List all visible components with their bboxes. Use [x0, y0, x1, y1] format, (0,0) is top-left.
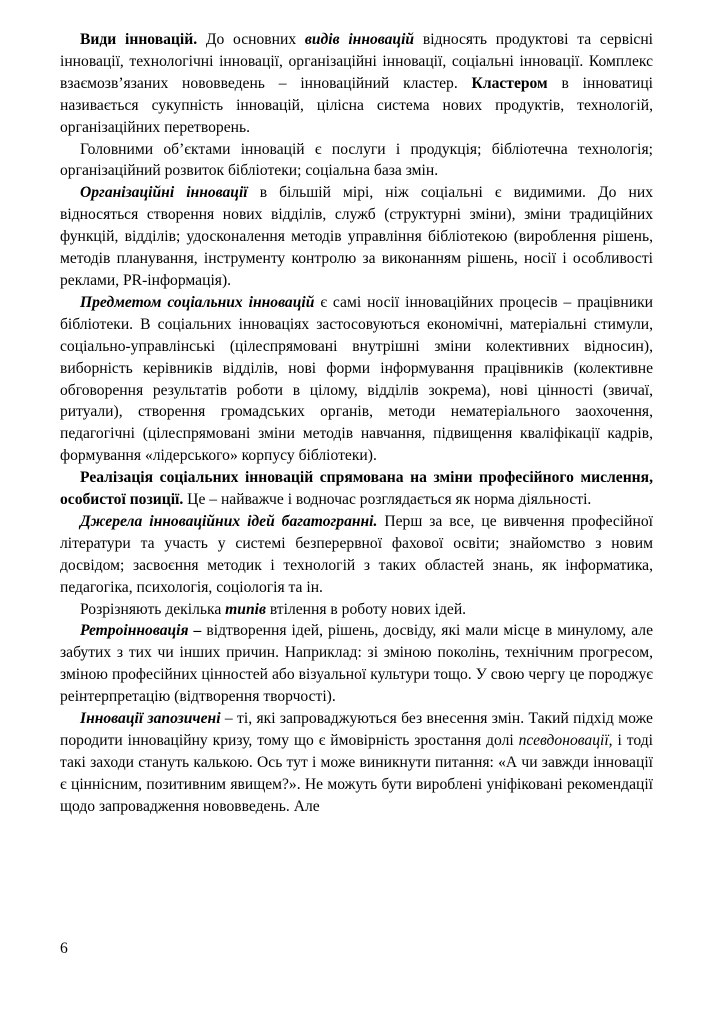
- emphasized-text: Організаційні інновації: [80, 184, 248, 202]
- emphasized-text: Предметом соціальних інновацій: [80, 293, 315, 311]
- paragraph: [60, 292, 653, 467]
- text-segment: До основних: [197, 31, 305, 48]
- text-segment: – ті, які запроваджуються без внесення змін. Такий підхід може породити інноваційну кризу, тому що є ймовірність зростання долі: [60, 710, 653, 749]
- paragraph: [60, 182, 653, 292]
- emphasized-text: Інновації запозичені: [80, 710, 221, 728]
- paragraph: [60, 29, 653, 139]
- emphasized-text: типів: [225, 600, 266, 618]
- emphasized-text: видів інновацій: [304, 31, 415, 48]
- paragraph: [60, 139, 653, 183]
- page-body: [60, 29, 653, 818]
- paragraph: [60, 511, 653, 599]
- emphasized-text: Види інновацій.: [80, 31, 198, 48]
- paragraph: [60, 467, 653, 511]
- text-segment: і тоді такі заходи стануть калькою. Ось тут і може виникнути питання: «А чи завжди інновації є ціннісним, позитивним явищем?». Не можуть бути вироблені уніфіковані рекомендації щодо запровадження нововведень. Але: [60, 732, 653, 815]
- text-segment: Розрізняють декілька: [80, 600, 226, 618]
- page-number: 6: [60, 940, 68, 957]
- text-segment: втілення в роботу нових ідей.: [265, 600, 467, 618]
- emphasized-text: Кластером: [471, 74, 548, 92]
- text-segment: відносять продуктові та сервісні інновації, технологічні інновації, організаційні інновації, соціальні інновації. Комплекс взаємозв’язаних нововведень – інноваційний кластер.: [60, 31, 653, 92]
- emphasized-text: Ретроінновація –: [80, 622, 202, 640]
- text-segment: Перш за все, це вивчення професійної літератури та участь у системі безперервної фахової освіти; знайомство з новим досвідом; засвоєння методик і технологій з таких областей знань, як інформатика, педагогіка, психологія, соціологія та ін.: [60, 512, 653, 596]
- text-segment: Головними об’єктами інновацій є послуги і продукція; бібліотечна технологія; організаційний розвиток бібліотеки; соціальна база змін.: [60, 140, 653, 180]
- emphasized-text: Джерела інноваційних ідей багатогранні.: [80, 512, 378, 530]
- paragraph: [60, 708, 653, 818]
- text-segment: відтворення ідей, рішень, досвіду, які мали місце в минулому, але забутих з тих чи інших причин. Наприклад: зі зміною поколінь, технічним прогресом, зміною професійних цінностей або візуальної культури тощо. У свою чергу це породжує реінтерпретацію (відтворення творчості).: [60, 622, 653, 706]
- paragraph: [60, 620, 653, 708]
- text-segment: в інноватиці називається сукупність інновацій, цілісна система нових продуктів, технологій, організаційних перетворень.: [60, 74, 653, 136]
- paragraph: [60, 599, 653, 621]
- text-segment: в більшій мірі, ніж соціальні є видимими. До них відносяться створення нових відділів, служб (структурні зміни), зміни традиційних функцій, відділів; удосконалення методів управління бібліотекою (вироблення рішень, методів планування, інструменту контролю за виконанням рішень, носії і особливості реклами, PR-інформація).: [60, 184, 653, 289]
- emphasized-text: псевдоновації,: [518, 732, 613, 749]
- emphasized-text: Реалізація соціальних інновацій спрямована на зміни професійного мислення, особистої позиції.: [60, 469, 653, 509]
- text-segment: Це – найважче і водночас розглядається як норма діяльності.: [183, 491, 592, 509]
- text-segment: є самі носії інноваційних процесів – працівники бібліотеки. В соціальних інноваціях застосовуються економічні, матеріальні стимули, соціально-управлінські (цілеспрямовані внутрішні зміни колективних відносин), виборність керівників відділів, нові форми інформування працівників (колективне обговорення результатів роботи в цілому, відділів зокрема), нові цінності (звичаї, ритуали), створення громадських органів, методи нематеріального заохочення, педагогічні (цілеспрямовані зміни методів навчання, підвищення кваліфікації кадрів, формування «лідерського» корпусу бібліотеки).: [60, 293, 653, 465]
